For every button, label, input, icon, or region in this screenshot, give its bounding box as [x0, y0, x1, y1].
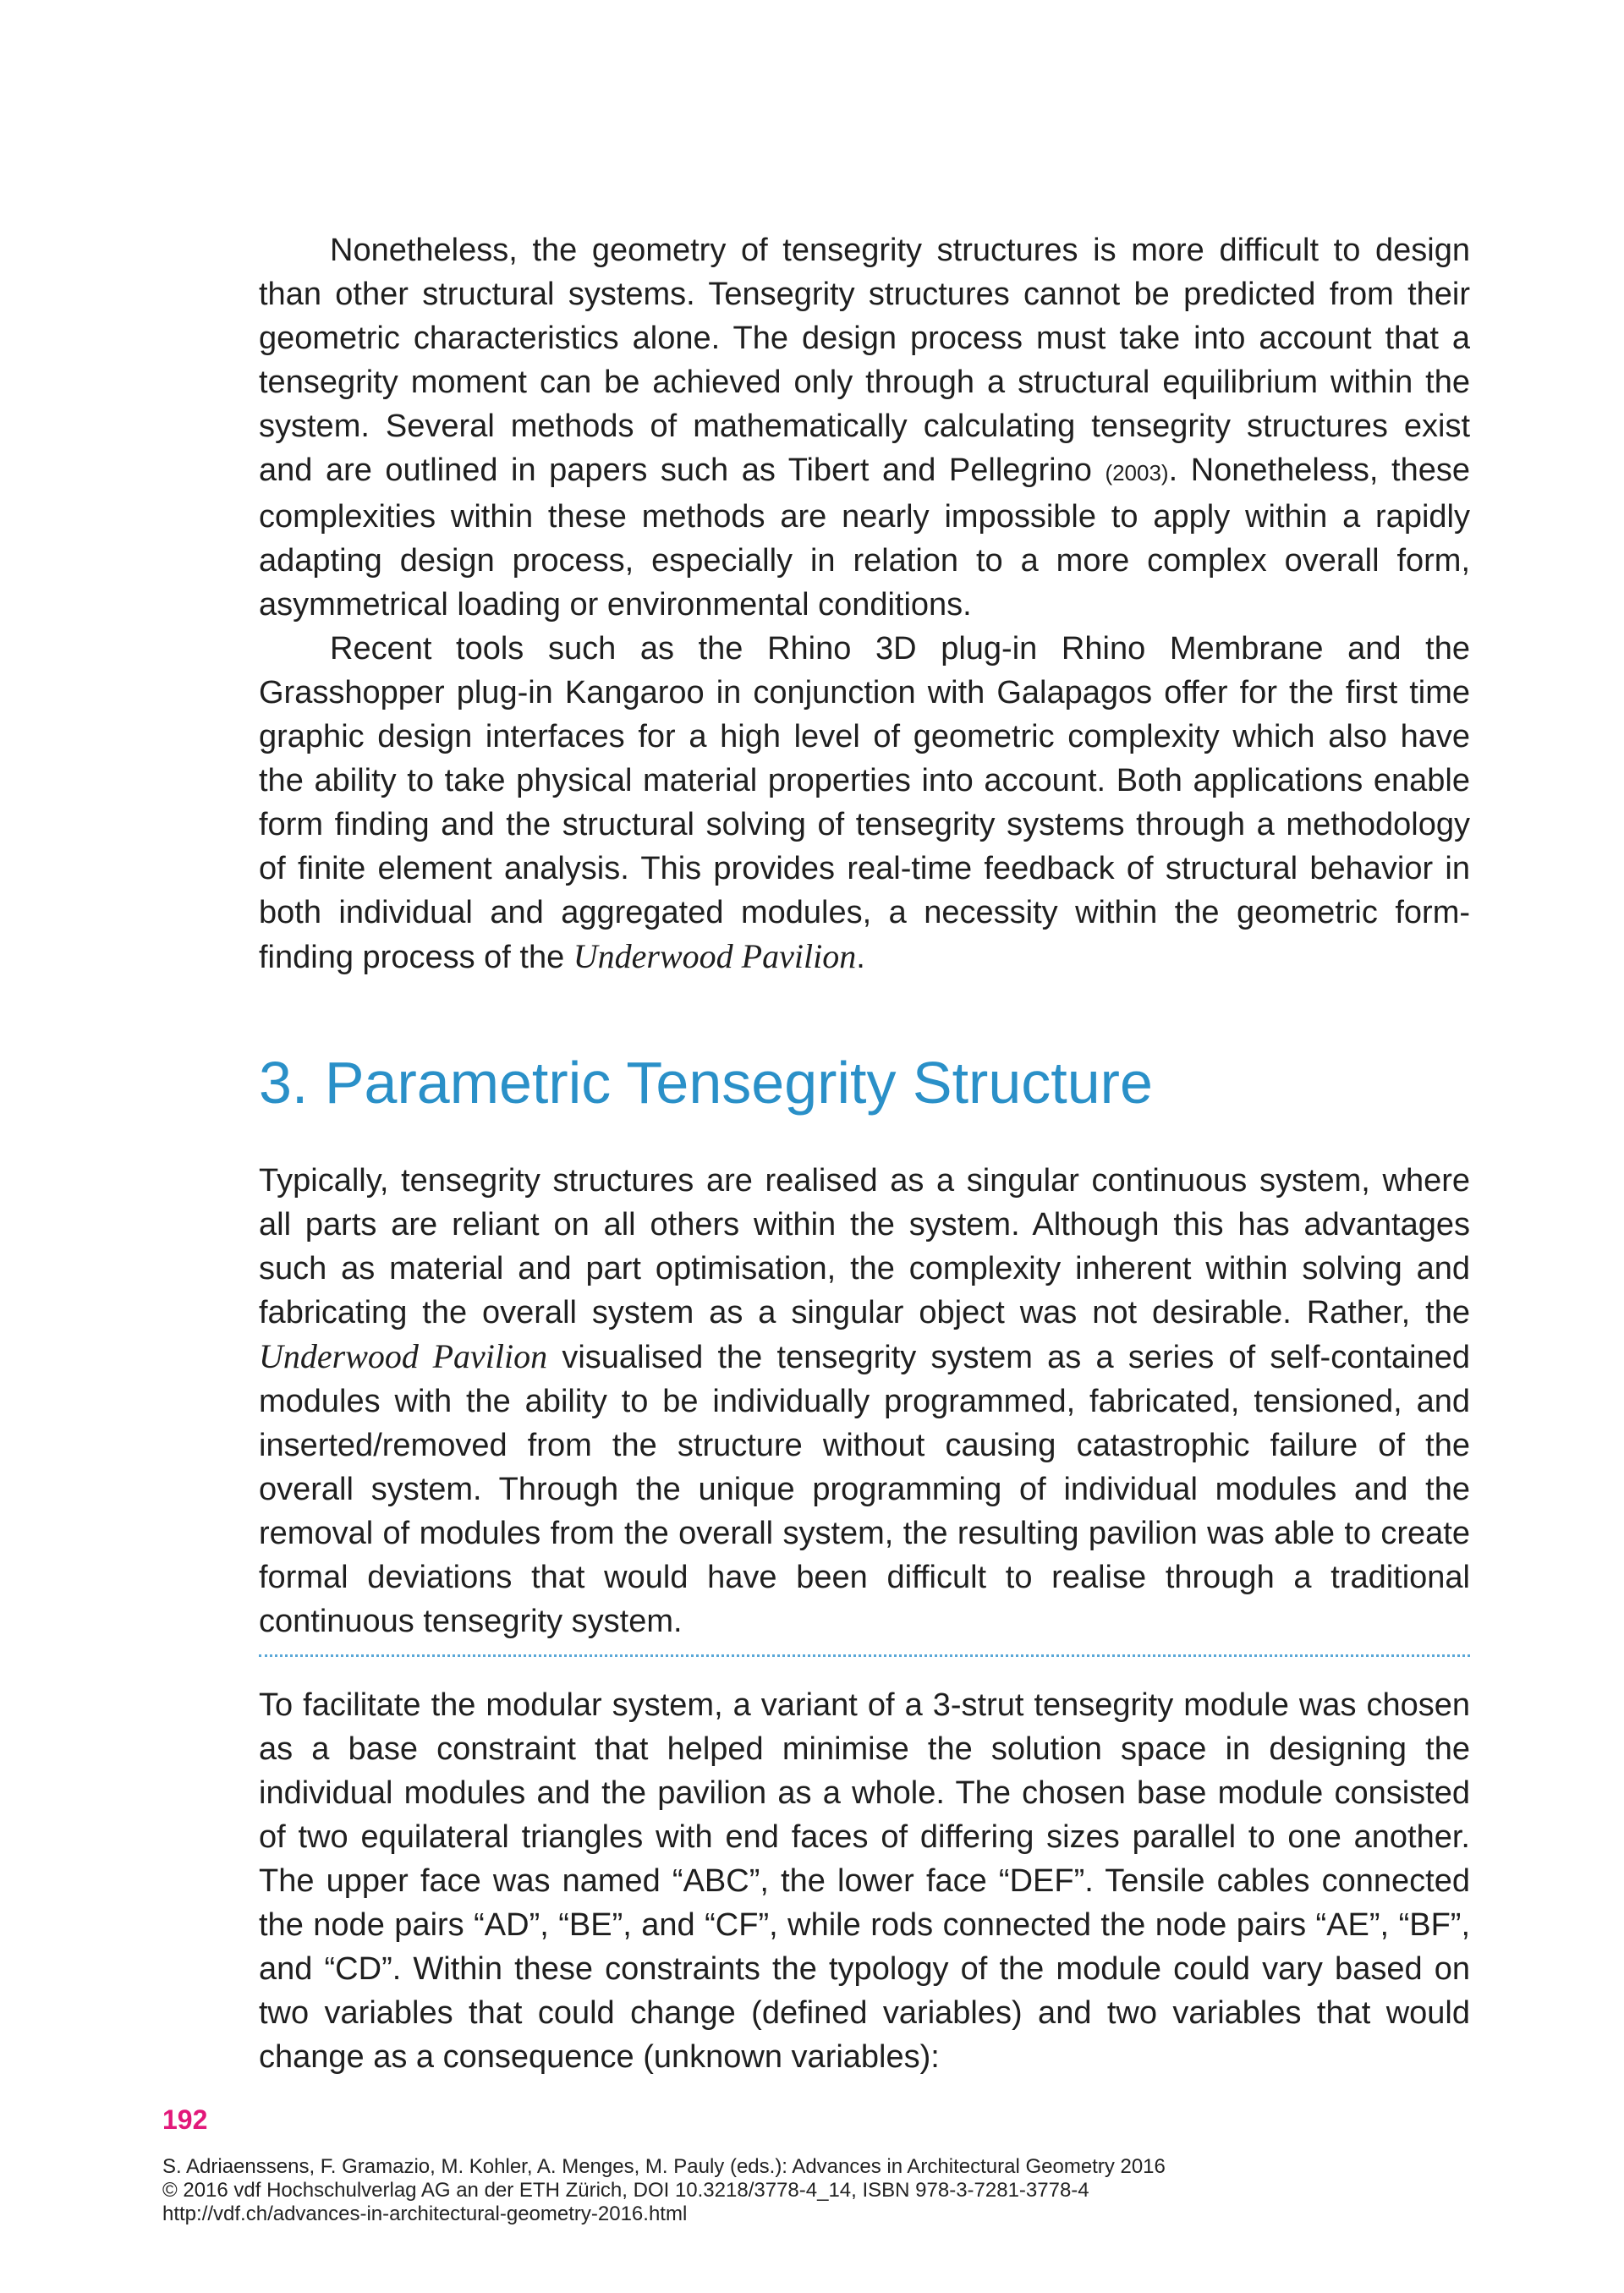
pavilion-name: Underwood Pavilion [573, 937, 857, 975]
paragraph-recent-tools: Recent tools such as the Rhino 3D plug-in Rhino Membrane and the Grasshopper plug-in Kangaroo in conjunction with Galapagos offer for the first time graphic design interfaces for a high level of geometric complexity which also have the ability to take physical material properties into account. Both applications enable form finding and the structural solving of tensegrity systems through a methodology of finite element analysis. This provides real-time feedback of structural behavior in both individual and aggregated modules, a necessity within the geometric form-finding process of the Underwood Pavilion. [259, 631, 1470, 975]
paragraph-typically: Typically, tensegrity structures are realised as a singular continuous system, where all parts are reliant on all others within the system. Although this has advantages such as material and part optimisation, the complexity inherent within solving and fabricating the overall system as a singular object was not desirable. Rather, the Underwood Pavilion visualised the tensegrity system as a series of self-contained modules with the ability to be individually programmed, fabricated, tensioned, and inserted/removed from the structure without causing catastrophic failure of the overall system. Through the unique programming of individual modules and the removal of modules from the overall system, the resulting pavilion was able to create formal deviations that would have been difficult to realise through a traditional continuous tensegrity system. [259, 1163, 1470, 1639]
footer-copyright: © 2016 vdf Hochschulverlag AG an der ETH Zürich, DOI 10.3218/3778-4_14, ISBN 978-3-7281-3778-4 [162, 2179, 1089, 2202]
citation-footer [162, 2155, 1465, 2226]
paragraph-tensegrity-difficulty: Nonetheless, the geometry of tensegrity structures is more difficult to design than other structural systems. Tensegrity structures cannot be predicted from their geometric characteristics alone. The design process must take into account that a tensegrity moment can be achieved only through a structural equilibrium within the system. Several methods of mathematically calculating tensegrity structures exist and are outlined in papers such as Tibert and Pellegrino (2003). Nonetheless, these complexities within these methods are nearly impossible to apply within a rapidly adapting design process, especially in relation to a more complex overall form, asymmetrical loading or environmental conditions. [259, 233, 1470, 623]
citation: (2003) [1105, 460, 1169, 485]
footer-url: http://vdf.ch/advances-in-architectural-geometry-2016.html [162, 2202, 688, 2225]
body-text-top [259, 228, 1470, 979]
pavilion-name: Underwood Pavilion [259, 1337, 548, 1375]
paragraph-modular-system: To facilitate the modular system, a variant of a 3-strut tensegrity module was chosen as a base constraint that helped minimise the solution space in designing the individual modules and the pavilion as a whole. The chosen base module consisted of two equilateral triangles with end faces of differing sizes parallel to one another. The upper face was named “ABC”, the lower face “DEF”. Tensile cables connected the node pairs “AD”, “BE”, and “CF”, while rods connected the node pairs “AE”, “BF”, and “CD”. Within these constraints the typology of the module could vary based on two variables that could change (defined variables) and two variables that would change as a consequence (unknown variables): [259, 1687, 1470, 2075]
footer-editors: S. Adriaenssens, F. Gramazio, M. Kohler, A. Menges, M. Pauly (eds.): Advances in Architectural Geometry 2016 [162, 2155, 1166, 2178]
body-text-section [259, 1159, 1470, 1643]
body-text-module [259, 1683, 1470, 2079]
page-number: 192 [162, 2104, 208, 2135]
section-heading: 3. Parametric Tensegrity Structure [259, 1050, 1153, 1116]
dotted-divider [259, 1654, 1470, 1657]
